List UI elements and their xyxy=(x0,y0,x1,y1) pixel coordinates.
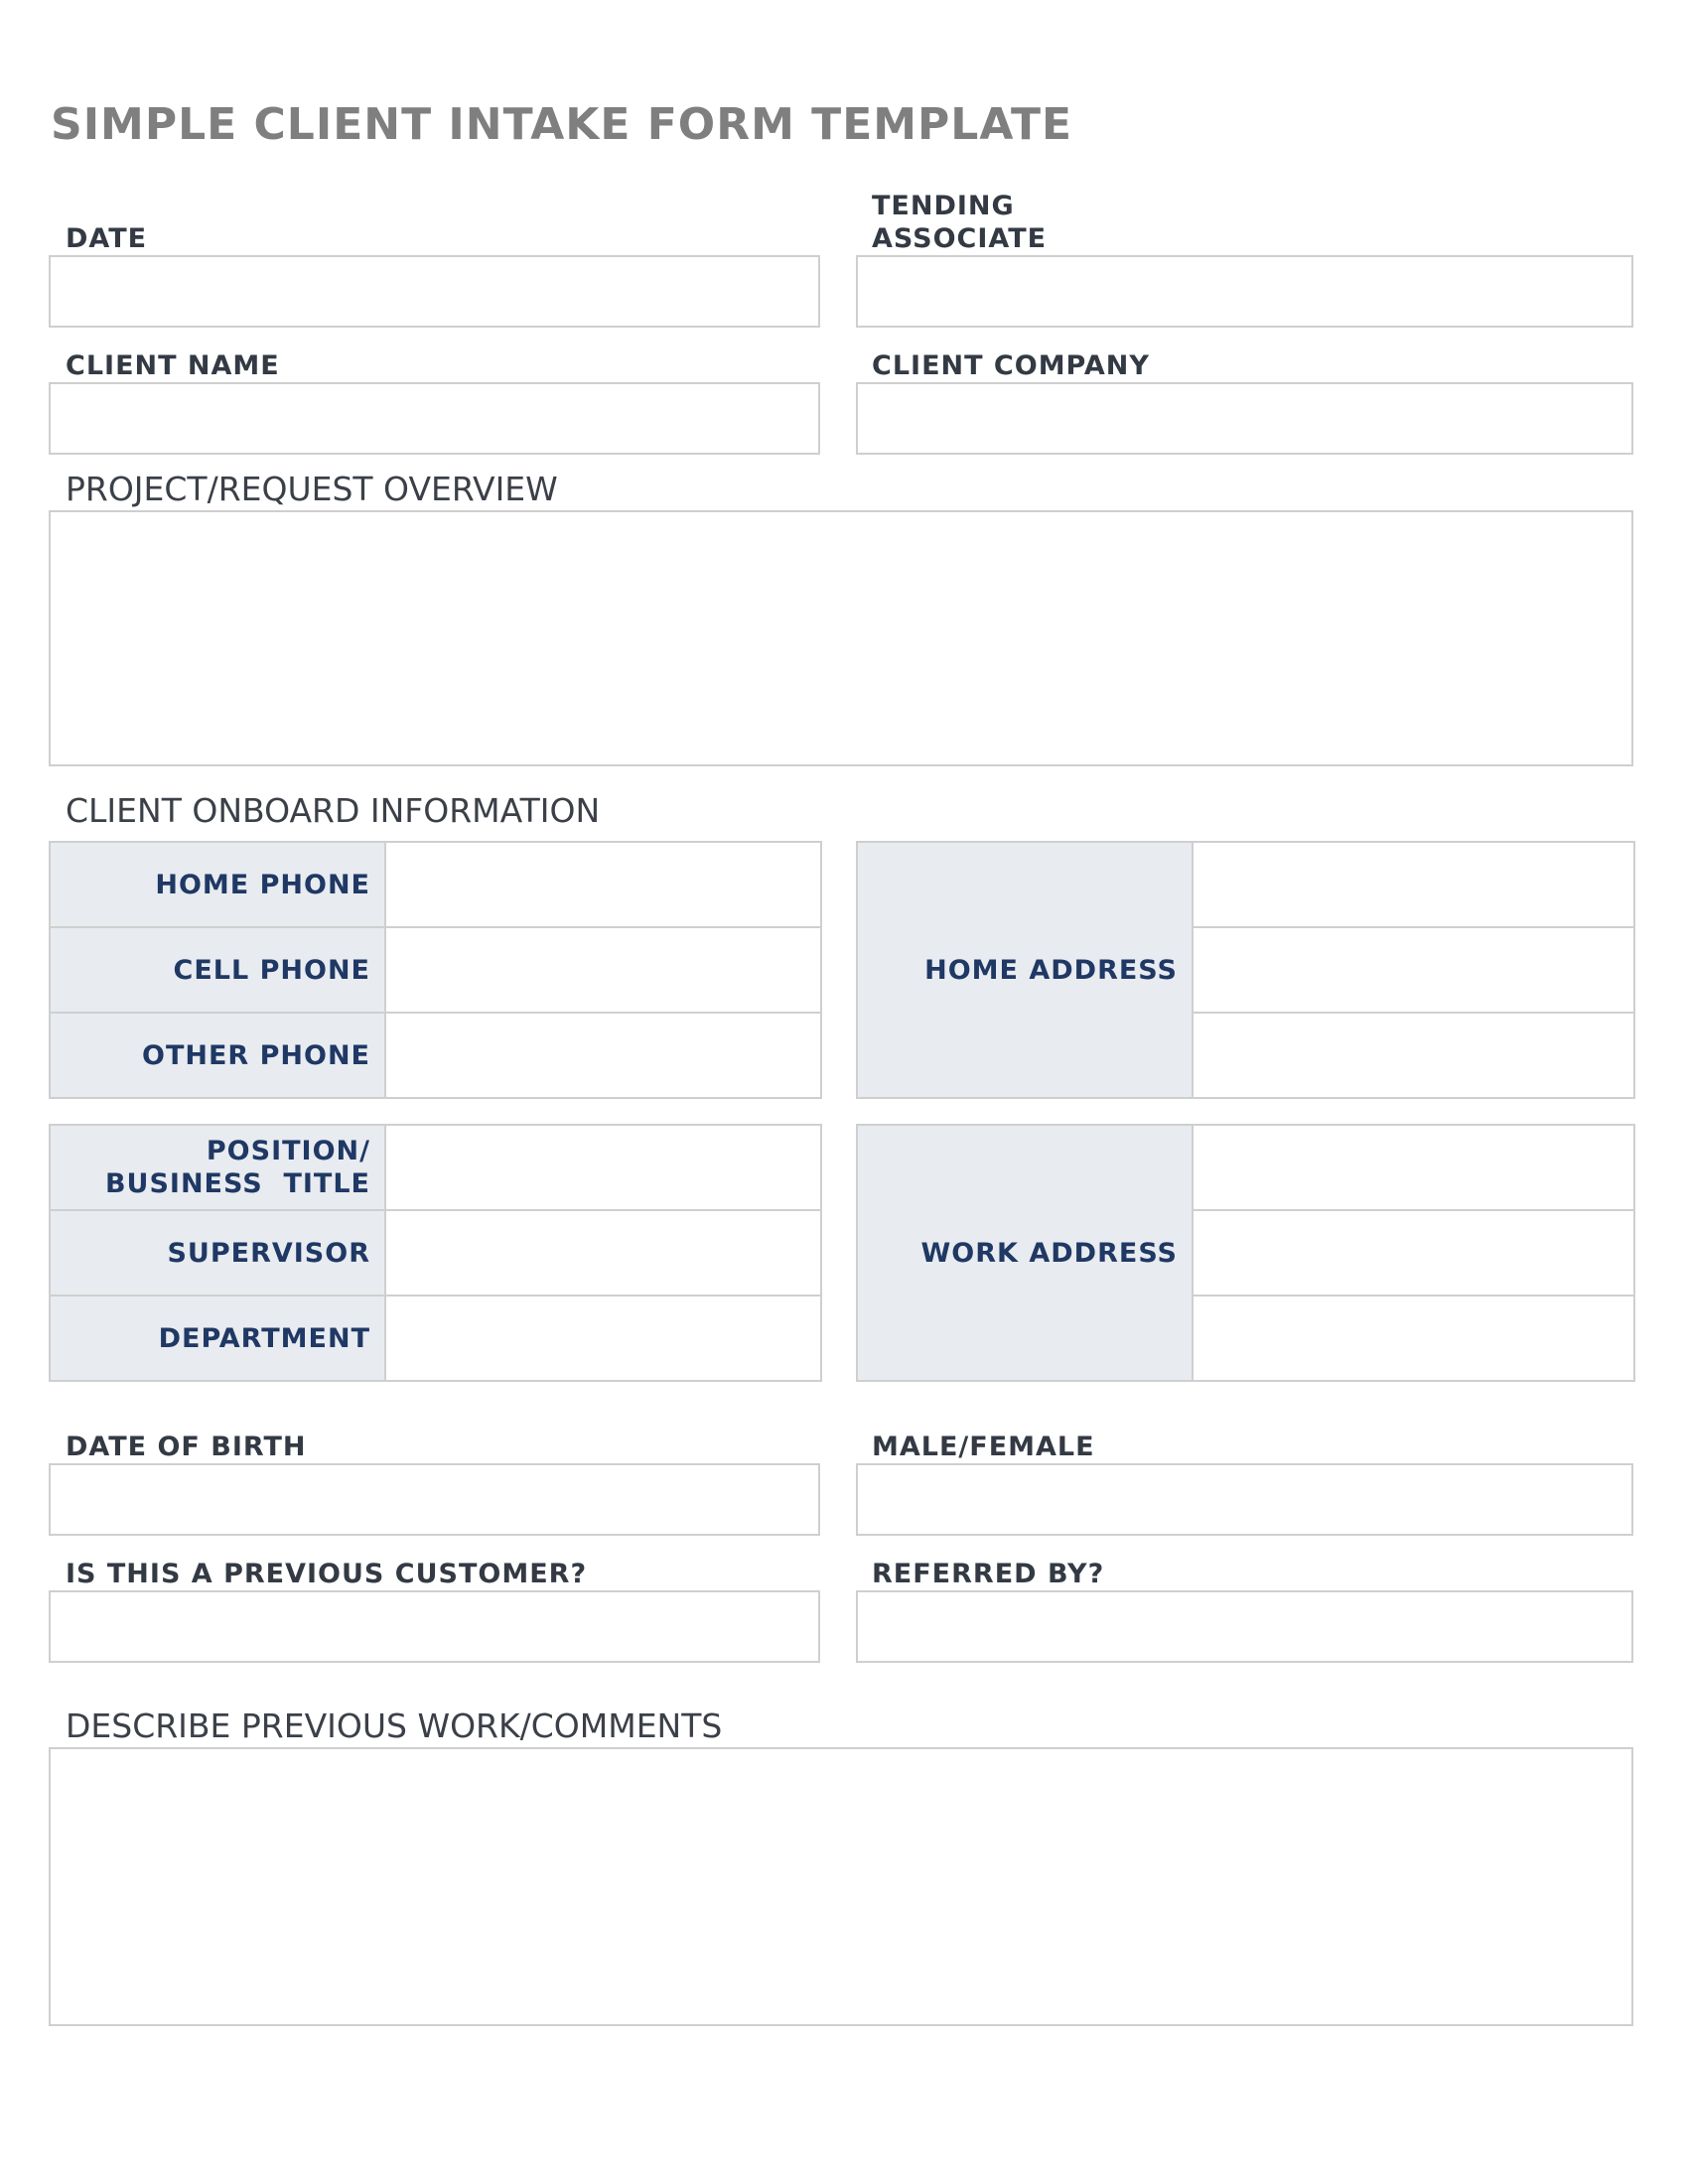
describe-previous-work-field[interactable] xyxy=(49,1747,1633,2026)
home-phone-label: HOME PHONE xyxy=(50,842,385,927)
home-address-label: HOME ADDRESS xyxy=(857,842,1193,1098)
client-name-field[interactable] xyxy=(49,382,820,455)
position-label-line2: BUSINESS TITLE xyxy=(104,1168,370,1199)
table-row xyxy=(50,1296,821,1381)
home-address-line2-field[interactable] xyxy=(1193,927,1634,1013)
work-address-line1-field[interactable] xyxy=(1193,1125,1634,1210)
other-phone-label: OTHER PHONE xyxy=(50,1013,385,1098)
other-phone-field[interactable] xyxy=(385,1013,821,1098)
table-row xyxy=(857,842,1634,927)
home-address-line3-field[interactable] xyxy=(1193,1013,1634,1098)
tending-associate-label-line2: ASSOCIATE xyxy=(872,223,1048,254)
date-of-birth-label: DATE OF BIRTH xyxy=(66,1432,307,1462)
previous-customer-field[interactable] xyxy=(49,1590,820,1663)
project-overview-label: PROJECT/REQUEST OVERVIEW xyxy=(66,470,558,508)
client-name-label: CLIENT NAME xyxy=(66,350,280,381)
table-row xyxy=(50,1210,821,1296)
referred-by-field[interactable] xyxy=(856,1590,1633,1663)
position-label xyxy=(50,1125,385,1210)
home-address-line1-field[interactable] xyxy=(1193,842,1634,927)
position-table xyxy=(49,1124,822,1382)
home-phone-field[interactable] xyxy=(385,842,821,927)
work-address-table xyxy=(856,1124,1635,1382)
cell-phone-field[interactable] xyxy=(385,927,821,1013)
previous-customer-label: IS THIS A PREVIOUS CUSTOMER? xyxy=(66,1559,588,1589)
tending-associate-label-line1: TENDING xyxy=(872,191,1015,221)
table-row xyxy=(50,842,821,927)
onboard-heading: CLIENT ONBOARD INFORMATION xyxy=(66,791,601,830)
table-row xyxy=(857,1125,1634,1210)
male-female-field[interactable] xyxy=(856,1463,1633,1536)
date-of-birth-field[interactable] xyxy=(49,1463,820,1536)
cell-phone-label: CELL PHONE xyxy=(50,927,385,1013)
position-field[interactable] xyxy=(385,1125,821,1210)
supervisor-label: SUPERVISOR xyxy=(50,1210,385,1296)
date-label: DATE xyxy=(66,223,148,254)
position-label-line1: POSITION/ xyxy=(206,1136,370,1166)
tending-associate-label xyxy=(872,190,1047,255)
table-row xyxy=(50,1013,821,1098)
project-overview-field[interactable] xyxy=(49,510,1633,766)
table-row xyxy=(50,927,821,1013)
department-label: DEPARTMENT xyxy=(50,1296,385,1381)
describe-previous-work-label: DESCRIBE PREVIOUS WORK/COMMENTS xyxy=(66,1706,723,1745)
page-title: SIMPLE CLIENT INTAKE FORM TEMPLATE xyxy=(51,99,1073,150)
client-company-field[interactable] xyxy=(856,382,1633,455)
tending-associate-field[interactable] xyxy=(856,255,1633,328)
supervisor-field[interactable] xyxy=(385,1210,821,1296)
department-field[interactable] xyxy=(385,1296,821,1381)
work-address-line3-field[interactable] xyxy=(1193,1296,1634,1381)
date-field[interactable] xyxy=(49,255,820,328)
referred-by-label: REFERRED BY? xyxy=(872,1559,1105,1589)
phone-table xyxy=(49,841,822,1099)
male-female-label: MALE/FEMALE xyxy=(872,1432,1095,1462)
work-address-line2-field[interactable] xyxy=(1193,1210,1634,1296)
table-row xyxy=(50,1125,821,1210)
client-company-label: CLIENT COMPANY xyxy=(872,350,1150,381)
home-address-table xyxy=(856,841,1635,1099)
work-address-label: WORK ADDRESS xyxy=(857,1125,1193,1381)
